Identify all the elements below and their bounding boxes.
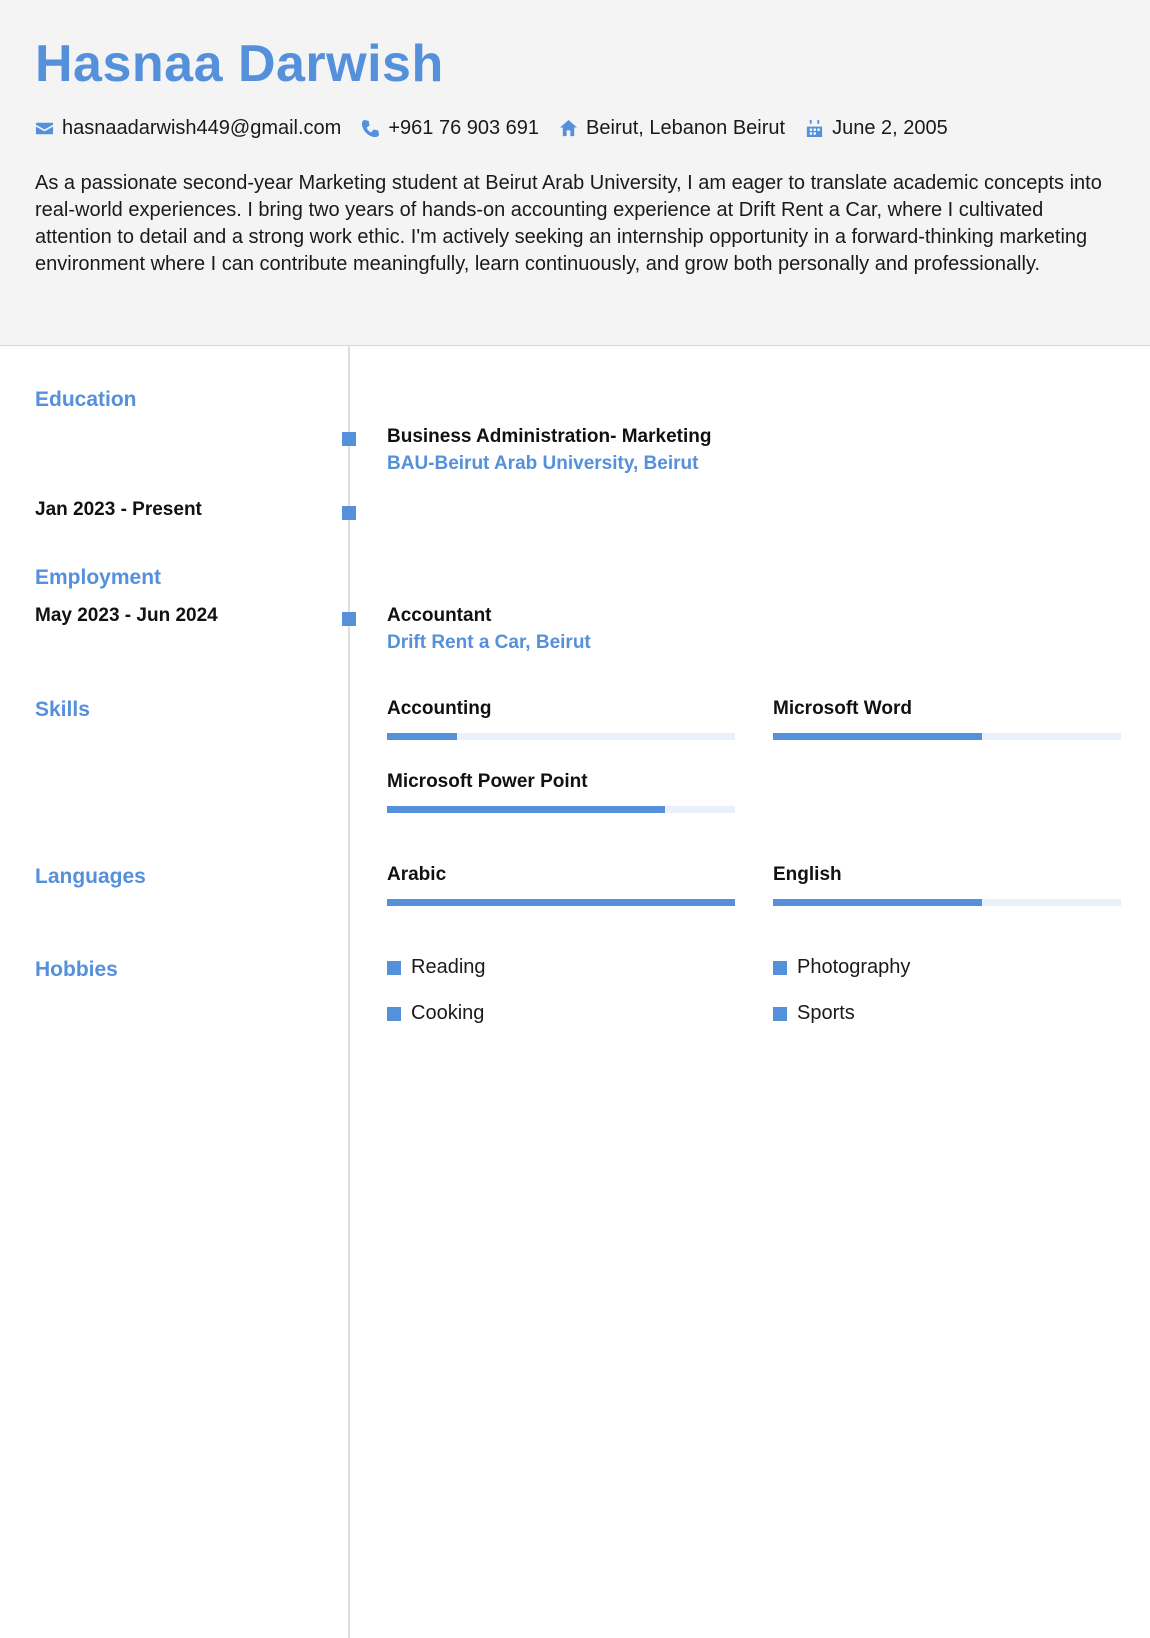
bullet-square-icon (387, 961, 401, 975)
skill-bar (773, 733, 1121, 740)
hobby-item (387, 956, 486, 979)
language-bar-fill (773, 899, 982, 906)
phone-text: +961 76 903 691 (388, 116, 540, 139)
timeline-marker (342, 506, 356, 520)
employment-title: Employment (35, 566, 162, 589)
home-icon (559, 119, 578, 138)
employment-dates: May 2023 - Jun 2024 (35, 605, 218, 626)
candidate-name: Hasnaa Darwish (35, 35, 444, 93)
skill-bar-fill (387, 806, 665, 813)
education-dates: Jan 2023 - Present (35, 499, 202, 520)
birthdate-text: June 2, 2005 (832, 116, 948, 139)
profile-summary: As a passionate second-year Marketing student at Beirut Arab University, I am eager to translate academic concepts into real-world experiences. I bring two years of hands-on accounting experience at Drift Rent a Car, where I cultivated attention to detail and a strong work ethic. I'm actively seeking an internship opportunity in a forward-thinking marketing environment where I can contribute meaningfully, learn continuously, and grow both personally and professionally. (35, 172, 1102, 275)
language-bar (773, 899, 1121, 906)
bullet-square-icon (773, 1007, 787, 1021)
hobby-label: Cooking (411, 1002, 485, 1024)
bullet-square-icon (773, 961, 787, 975)
hobbies-title: Hobbies (35, 958, 118, 981)
contact-address (559, 117, 785, 140)
language-label: Arabic (387, 864, 447, 885)
timeline-marker (342, 432, 356, 446)
timeline-divider (348, 346, 350, 1638)
hobby-label: Reading (411, 956, 486, 978)
skill-bar-fill (387, 733, 457, 740)
address-text: Beirut, Lebanon Beirut (586, 116, 786, 139)
calendar-icon (805, 119, 824, 138)
languages-title: Languages (35, 865, 146, 888)
envelope-icon (35, 119, 54, 138)
language-bar-fill (387, 899, 735, 906)
hobby-label: Sports (797, 1002, 855, 1024)
contact-row (35, 115, 968, 141)
contact-phone[interactable] (361, 117, 539, 140)
employment-role: Accountant (387, 605, 492, 626)
skill-label: Accounting (387, 698, 492, 719)
skill-bar (387, 733, 735, 740)
language-label: English (773, 864, 842, 885)
resume-header (0, 0, 1150, 346)
contact-birthdate (805, 117, 948, 140)
contact-email[interactable] (35, 117, 341, 140)
education-title: Education (35, 388, 137, 411)
phone-icon (361, 119, 380, 138)
skill-bar-fill (773, 733, 982, 740)
language-bar (387, 899, 735, 906)
hobby-item (387, 1002, 484, 1025)
employment-company: Drift Rent a Car, Beirut (387, 632, 591, 653)
education-school: BAU-Beirut Arab University, Beirut (387, 453, 699, 474)
hobby-item (773, 956, 910, 979)
timeline-marker (342, 612, 356, 626)
skill-label: Microsoft Word (773, 698, 912, 719)
skills-title: Skills (35, 698, 90, 721)
skill-bar (387, 806, 735, 813)
bullet-square-icon (387, 1007, 401, 1021)
hobby-label: Photography (797, 956, 911, 978)
hobby-item (773, 1002, 855, 1025)
email-text: hasnaadarwish449@gmail.com (62, 116, 342, 139)
skill-label: Microsoft Power Point (387, 771, 588, 792)
education-degree: Business Administration- Marketing (387, 426, 712, 447)
